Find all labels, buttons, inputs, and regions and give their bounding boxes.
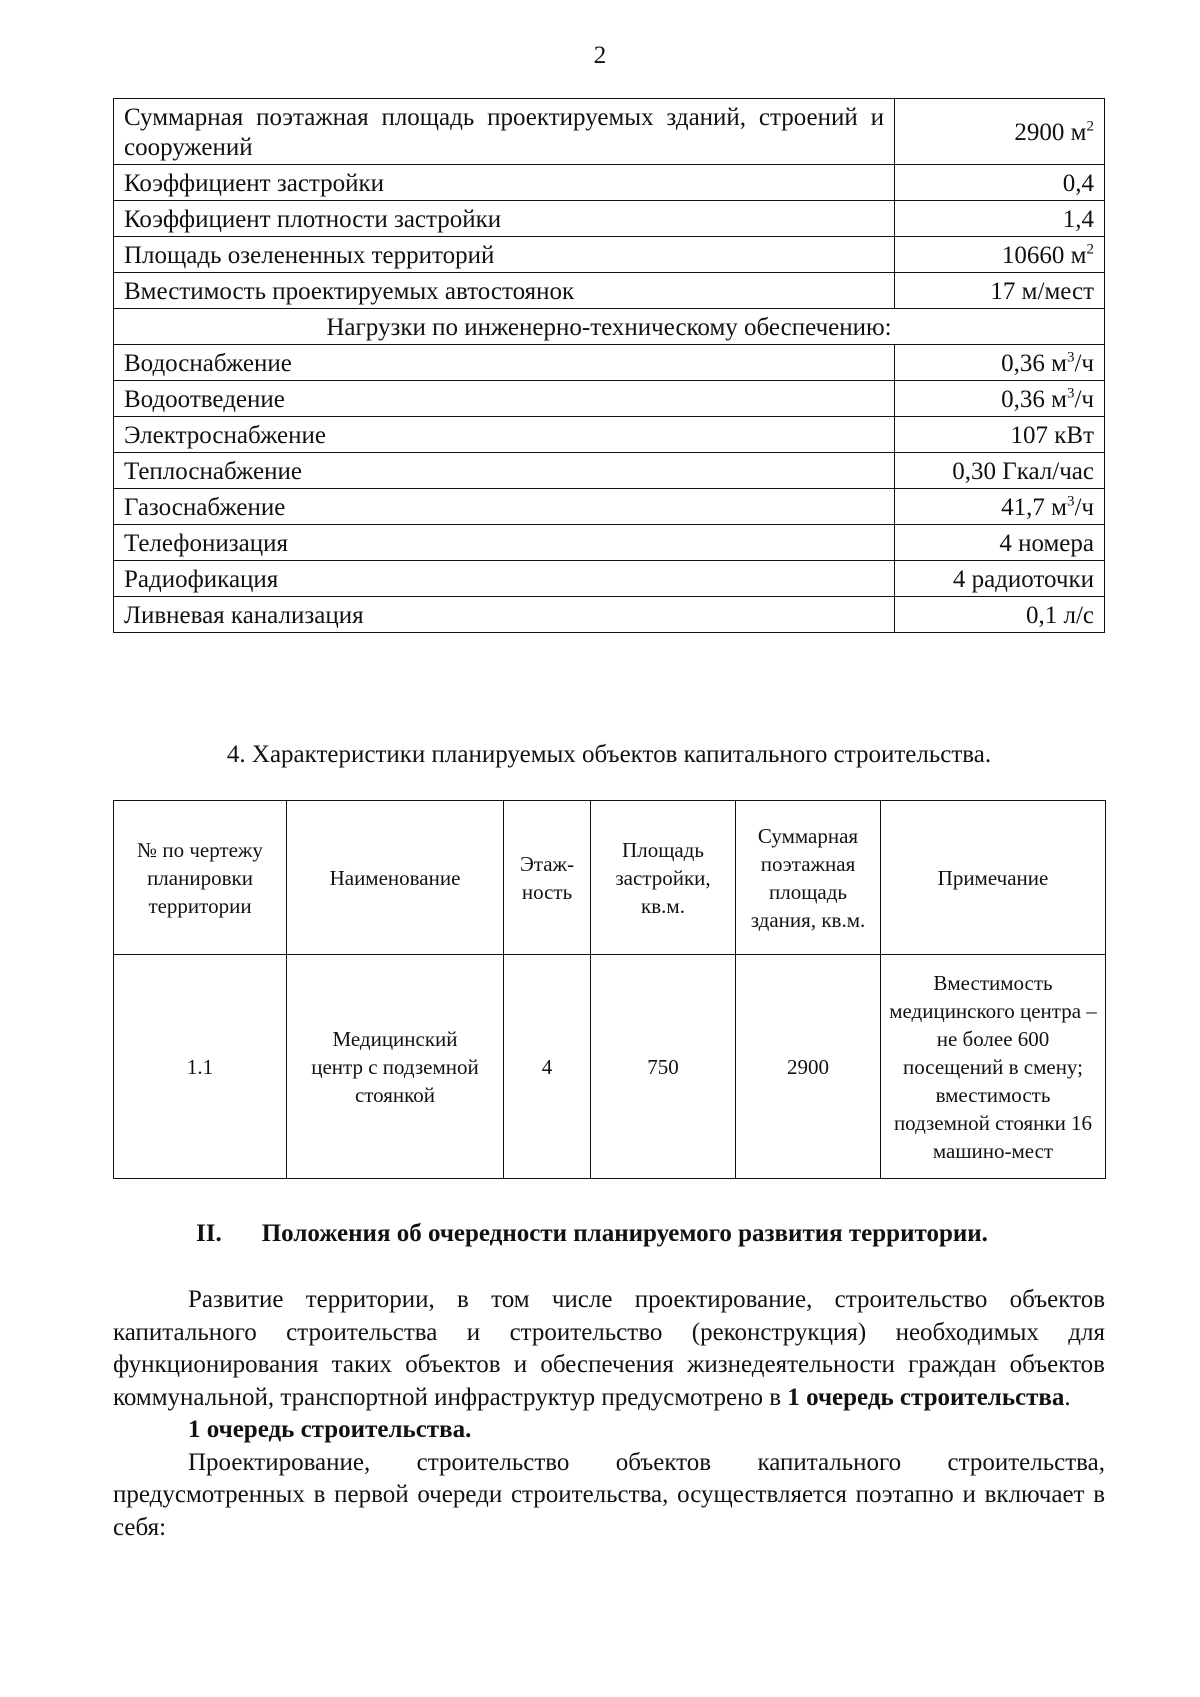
subheading: 1 очередь строительства. [188, 1416, 472, 1443]
row-label: Водоснабжение [114, 345, 895, 381]
table-row [114, 99, 1105, 165]
row-value: 2900 $м^2$ [895, 99, 1105, 165]
row-label: Суммарная поэтажная площадь проектируемых зданий, строений и сооружений [114, 99, 895, 165]
table-row [114, 597, 1105, 633]
row-label: Коэффициент застройки [114, 165, 895, 201]
table-header-row [114, 801, 1106, 955]
table-row [114, 453, 1105, 489]
row-label: Площадь озелененных территорий [114, 237, 895, 273]
heading-numeral: II. [196, 1220, 222, 1247]
row-label: Электроснабжение [114, 417, 895, 453]
row-label: Радиофикация [114, 561, 895, 597]
section-4-title: 4. Характеристики планируемых объектов капитального строительства. [226, 741, 992, 768]
row-value: 17 м/мест [895, 273, 1105, 309]
row-value: 0,36 $м^3/ч$ [895, 381, 1105, 417]
row-value: 0,1 л/с [895, 597, 1105, 633]
header-name: Наименование [287, 801, 504, 955]
page-number: 2 [593, 42, 607, 69]
table-row [114, 561, 1105, 597]
summary-table [113, 98, 1105, 633]
row-value: 0,30 Гкал/час [895, 453, 1105, 489]
table-row [114, 489, 1105, 525]
section-header-row [114, 309, 1105, 345]
row-value: 4 радиоточки [895, 561, 1105, 597]
heading-title: Положения об очередности планируемого развития территории. [261, 1220, 988, 1247]
cell-note: Вместимость медицинского центра – не более 600 посещений в смену; вместимость подземной стоянки 16 машино-мест [881, 955, 1106, 1179]
header-number: № по чертежу планировки территории [114, 801, 287, 955]
table-row [114, 273, 1105, 309]
table-row [114, 345, 1105, 381]
row-label: Коэффициент плотности застройки [114, 201, 895, 237]
row-value: 0,36 $м^3/ч$ [895, 345, 1105, 381]
row-value: 107 кВт [895, 417, 1105, 453]
cell-number: 1.1 [114, 955, 287, 1179]
header-floors: Этаж-ность [504, 801, 591, 955]
body-text [113, 1284, 1105, 1544]
row-label: Телефонизация [114, 525, 895, 561]
row-value: 0,4 [895, 165, 1105, 201]
cell-total-area: 2900 [736, 955, 881, 1179]
row-label: Водоотведение [114, 381, 895, 417]
row-label: Ливневая канализация [114, 597, 895, 633]
row-value: 4 номера [895, 525, 1105, 561]
section-header: Нагрузки по инженерно-техническому обеспечению: [114, 309, 1105, 345]
cell-name: Медицинский центр с подземной стоянкой [287, 955, 504, 1179]
table-row [114, 237, 1105, 273]
section-heading [196, 1218, 1106, 1250]
row-label: Теплоснабжение [114, 453, 895, 489]
table-row [114, 201, 1105, 237]
cell-area: 750 [591, 955, 736, 1179]
paragraph-1: Развитие территории, в том числе проектирование, строительство объектов капитального строительства и строительство (реконструкция) необходимых для функционирования таких объектов и обеспечения жизнедеятельности граждан объектов коммунальной, транспортной инфраструктур предусмотрено в 1 очередь строительства. [113, 1286, 1105, 1411]
paragraph-2: Проектирование, строительство объектов капитального строительства, предусмотренных в первой очереди строительства, осуществляется поэтапно и включает в себя: [113, 1448, 1105, 1541]
row-value: 10660 $м^2$ [895, 237, 1105, 273]
table-row [114, 955, 1106, 1179]
table-row [114, 165, 1105, 201]
row-label: Газоснабжение [114, 489, 895, 525]
table-row [114, 417, 1105, 453]
objects-table [113, 800, 1106, 1179]
row-value: 41,7 $м^3/ч$ [895, 489, 1105, 525]
row-value: 1,4 [895, 201, 1105, 237]
header-area: Площадь застройки, кв.м. [591, 801, 736, 955]
header-note: Примечание [881, 801, 1106, 955]
table-row [114, 525, 1105, 561]
row-label: Вместимость проектируемых автостоянок [114, 273, 895, 309]
header-total-area: Суммарная поэтажная площадь здания, кв.м. [736, 801, 881, 955]
table-row [114, 381, 1105, 417]
cell-floors: 4 [504, 955, 591, 1179]
